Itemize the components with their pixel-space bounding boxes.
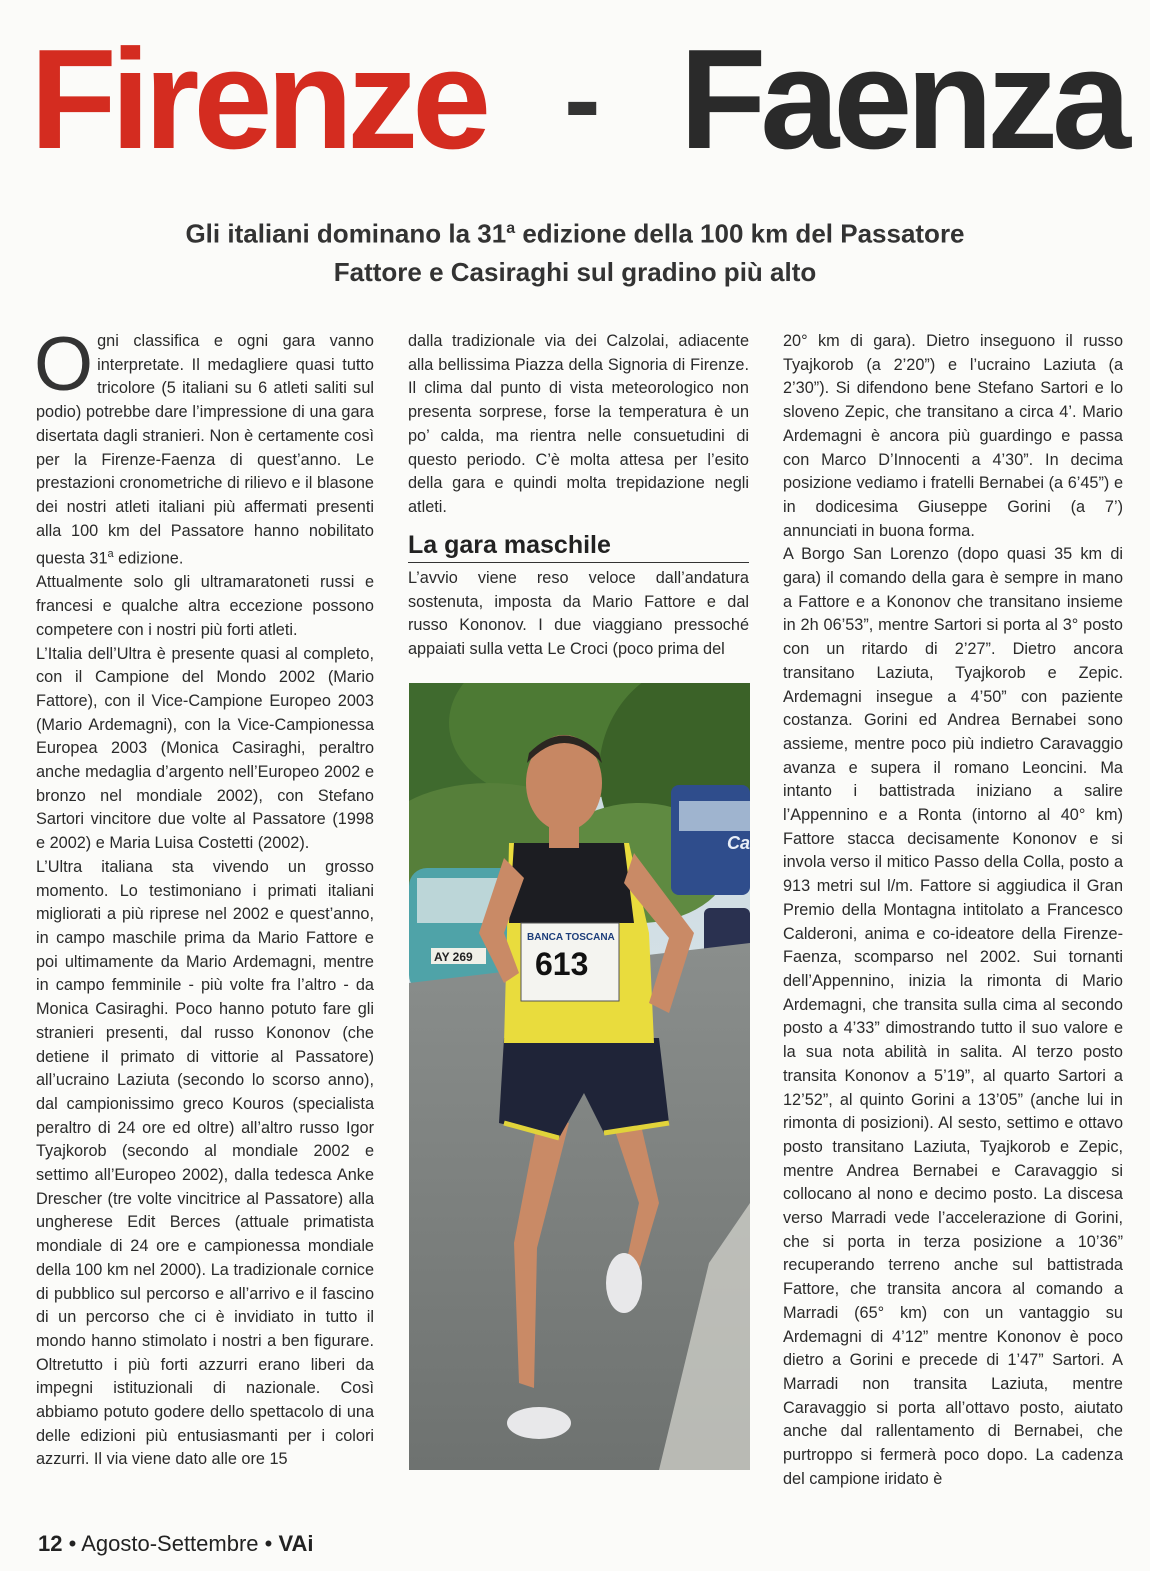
title-dash: - [564,38,601,161]
article-column-3 [783,330,1123,1491]
subtitle-line-2: Fattore e Casiraghi sul gradino più alto [333,256,817,287]
subtitle-text-a: Gli italiani dominano la 31 [185,218,507,249]
paragraph-text-end: edizione. [113,549,184,568]
paragraph: dalla tradizionale via dei Calzolai, adiacente alla bellissima Piazza della Signoria di Firenze. Il clima dal punto di vista meteorologico non presenta sorprese, forse la temperatura è un po’ calda, ma rientra nelle consuetudini di questo periodo. C’è molta attesa per l’esito della gara e quindi molta trepidazione negli atleti. [408,332,749,516]
subtitle-superscript: a [506,220,516,237]
bus-text: Ca [727,833,750,853]
bib-number: 613 [535,946,589,982]
article-column-1 [34,322,374,1472]
title-faenza: Faenza [679,20,1125,179]
issue-date: Agosto-Settembre [81,1531,259,1556]
subtitle-line-1 [60,210,1090,253]
section-heading: La gara maschile [408,530,749,563]
car-plate: AY 269 [434,950,473,964]
paragraph: L’avvio viene reso veloce dall’andatura sostenuta, imposta da Mario Fattore e dal russo Kononov. I due viaggiano pressoché appaiati sulla vetta Le Croci (poco prima del [408,569,749,659]
article-column-2-continued [408,567,749,662]
paragraph-text: gni classifica e ogni gara vanno interpretate. Il medagliere quasi tutto tricolore (5 italiani su 6 atleti saliti sul podio) potrebbe dare l’impressione di una gara disertata dagli stranieri. Non è certamente così per la Firenze-Faenza di quest’anno. Le prestazioni cronometriche di rilievo e il blasone dei nostri atleti italiani più affermati presenti alla 100 km del Passatore hanno nobilitato questa 31 [36,332,374,568]
magazine-name: VAi [278,1531,314,1556]
page-title [30,20,1125,179]
footer-bullet: • [68,1531,77,1556]
paragraph: L’Italia dell’Ultra è presente quasi al completo, con il Campione del Mondo 2002 (Mario Fattore), con il Vice-Campione Europeo 2003 (Mario Ardemagni), con la Vice-Campionessa Europea 2003 (Monica Casiraghi, peraltro anche medaglia d’argento nell’Europeo 2002 e bronzo nel mondiale 2002), con Stefano Sartori vincitore due volte al Passatore (1998 e 2002) e Maria Luisa Costetti (2002). [36,644,374,853]
subtitle-text-b: edizione della 100 km del Passatore [515,218,965,249]
runner-photo [409,683,750,1470]
paragraph: A Borgo San Lorenzo (dopo quasi 35 km di gara) il comando della gara è sempre in mano a Fattore e a Kononov che transitano insieme in 2h 06’53”, mentre Sartori si porta al 3° posto con un ritardo di 2’27”. Dietro ancora transitano Laziuta, Tyajkorob e Zepic. Ardemagni insegue a 4’50” con paziente costanza. Gorini ed Andrea Bernabei sono assieme, mentre poco più indietro Caravaggio avanza e supera il romano Leoncini. Ma intanto i battistrada iniziano a salire l’Appennino e a Ronta (intorno al 40° km) Fattore stacca decisamente Kononov e si invola verso il mitico Passo della Colla, posto a 913 metri sul l/m. Fattore si aggiudica il Gran Premio della Montagna intitolato a Francesco Calderoni, anima e co-ideatore della Firenze-Faenza, scomparso nel 2002. Sui tornanti dell’Appennino, inizia la rimonta di Mario Ardemagni, che transita sulla cima al secondo posto a 4’33” dimostrando tutto il suo valore e la sua nota abilità in salita. Al terzo posto transita Kononov a 5’19”, al quarto Sartori a 12’52”, al quinto Gorini a 13’05” (anche lui in rimonta di posizioni). Al sesto, settimo e ottavo posto transitano Laziuta, Tyajkorob e Zepic, mentre Andrea Bernabei e Caravaggio si collocano al nono e decimo posto. La discesa verso Marradi vede l’accelerazione di Gorini, che si porta in terza posizione a 10’36” recuperando terreno anche sul battistrada Fattore, che transita ancora al comando a Marradi (65° km) con un vantaggio su Ardemagni di 4’12” mentre Kononov è poco dietro a Gorini e precede di 1’47” Sartori. A Marradi non transita Laziuta, mentre Caravaggio si porta all’ottavo posto, aiutato anche dal rallentamento di Bernabei, che purtroppo si fermerà poco dopo. La cadenza del campione iridato è [783,545,1123,1488]
paragraph-intro [34,322,374,571]
paragraph: Attualmente solo gli ultramaratoneti russi e francesi e qualche altra eccezione possono competere con i nostri più forti atleti. [36,573,374,639]
runner-photo-illustration [409,683,750,1470]
footer-bullet: • [264,1531,273,1556]
page-number: 12 [38,1531,63,1556]
superscript: a [107,548,114,561]
article-column-2 [408,330,749,520]
bib-sponsor: BANCA TOSCANA [527,932,615,943]
subtitle [60,210,1090,291]
page-footer [38,1530,314,1558]
paragraph: L’Ultra italiana sta vivendo un grosso momento. Lo testimoniano i primati italiani migliorati a più riprese nel 2002 e quest’anno, in campo maschile prima da Mario Fattore e poi ultimamente da Mario Ardemagni, mentre in campo femminile - più volte fra l’altro - da Monica Casiraghi. Poco hanno potuto fare gli stranieri presenti, dal russo Kononov (che detiene il primato di vittorie al Passatore) all’ucraino Laziuta (secondo lo scorso anno), dal campionissimo greco Kouros (specialista peraltro di 24 ore ed oltre) all’altro russo Igor Tyajkorob (secondo al mondiale 2002 e settimo all’Europeo 2002), dalla tedesca Anke Drescher (tre volte vincitrice al Passatore) alla ungherese Edit Berces (attuale primatista mondiale di 24 ore e campionessa mondiale della 100 km nel 2000). La tradizionale cornice di pubblico sul percorso e all’arrivo e il fascino di un percorso che ci è invidiato in tutto il mondo hanno stimolato i nostri a ben figurare. Oltretutto i più forti azzurri erano liberi da impegni istituzionali di nazionale. Così abbiamo potuto godere dello spettacolo di una delle edizioni più entusiasmanti per i colori azzurri. Il via viene dato alle ore 15 [36,857,374,1469]
drop-cap: O [34,322,94,407]
paragraph: 20° km di gara). Dietro inseguono il russo Tyajkorob (a 2’20”) e l’ucraino Laziuta (a 2’30”). Si difendono bene Stefano Sartori e lo sloveno Zepic, che transitano a circa 4’. Mario Ardemagni è ancora più guardingo e passa con Marco D’Innocenti a 4’30”. In decima posizione vediamo i fratelli Bernabei (a 6’45”) e in dodicesima Giuseppe Gorini (a 7’) annunciati in buona forma. [783,332,1123,540]
title-firenze: Firenze [30,20,486,179]
